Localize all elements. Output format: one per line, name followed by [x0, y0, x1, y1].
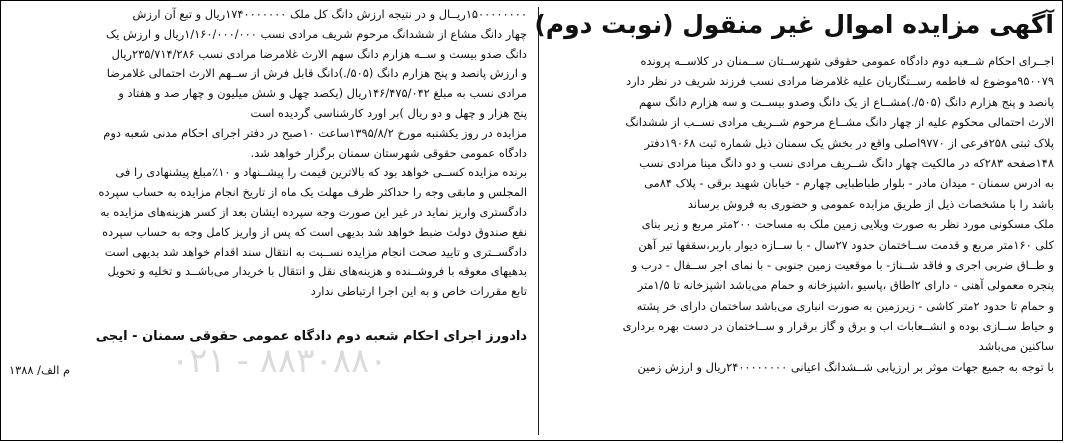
paragraph-line: پانصد و پنج هزارم دانگ (۵۰۵/.)مشــاع از یک دانگ وصدو بیســت و سه هزارم دانگ سهم — [638, 94, 1054, 109]
right-column — [534, 5, 1054, 377]
paragraph-line: و ارزش پانصد و پنج هزارم دانگ (۵۰۵/.)دانگ قابل فرش از ســهم الارث احتمالی غلامرضا — [106, 66, 527, 81]
paragraph-line: المجلس و مابقی وجه را حداکثر ظرف مهلت یک ماه از تاریخ انجام مزایده به حساب سپرده — [98, 185, 527, 200]
paragraph-line: برنده مزایده کســی خواهد بود که بالاترین قیمت را پیشــنهاد و ۱۰٪مبلغ پیشنهادی را فی — [115, 165, 527, 180]
paragraph-line: به ادرس سمنان - میدان مادر - بلوار طباطبایی چهارم - خیابان شهید برقی - پلاک ۸۴می — [644, 176, 1054, 191]
paragraph-line: و طــاق ضربی اجری و فاقد شــناژ- با موقعیت زمین جنوبی - با نمای اجر ســفال - درب و — [631, 257, 1054, 272]
reference-number: م الف/ ۱۳۸۸ — [9, 362, 71, 377]
paragraph-line: دانگ صدو بیست و ســه هزارم دانگ سهم الارث غلامرضا مرادی نسب ۲۳۵/۷۱۴/۲۸۶ریال — [111, 46, 527, 61]
paragraph-line: ملک مسکونی مورد نظر به صورت ویلایی زمین ملک به مساحت ۲۰۰متر مربع و زیر بنای — [641, 217, 1054, 232]
left-column-text — [9, 5, 527, 302]
paragraph-line: مرادی نسب به مبلغ ۱۴۶/۴۷۵/۰۴۲ریال (یکصد چهل و شش میلیون و چهار صد و هفتاد و — [118, 86, 527, 101]
paragraph-line: پنجره معمولی آهنی - دارای ۲اطاق ،پاسیو ،اشپزخانه و حمام می‌باشد اشپزخانه تا ۱/۵متر — [637, 278, 1054, 293]
paragraph-line: و حیاط ســازی بوده و انشــعابات اب و برق و گاز برقرار و ســاختمان در دست بهره برداری — [622, 319, 1054, 334]
paragraph-line: دادگاه عمومی حقوقی شهرستان سمنان برگزار خواهد شد. — [250, 145, 527, 160]
paragraph-line: پلاک ثبتی ۲۵۸فرعی از ۹۷۷۰اصلی واقع در بخش یک سمنان ذیل شماره ثبت ۱۹۰۶۸دفتر — [644, 135, 1054, 150]
paragraph-line: و حمام تا حدود ۲متر کاشی - زیرزمین به صورت انباری می‌باشد ساختمان دارای خر پشته — [636, 298, 1054, 313]
paragraph-line: باشد را با مشخصات ذیل از طریق مزایده عمومی و حضوری به فروش برساند — [687, 196, 1054, 211]
signature-line: دادورز اجرای احکام شعبه دوم دادگاه عمومی حقوقی سمنان - ایجی — [95, 328, 527, 344]
right-column-text — [539, 51, 1054, 377]
paragraph-line: دادگســتری و تایید صحت انجام مزایده نســبت به انتقال سند اقدام خواهد شد بدیهی است — [104, 244, 527, 259]
left-column — [9, 5, 527, 380]
paragraph-line: تابع مقررات خاص و به این اجرا ارتباطی ندارد — [310, 284, 527, 299]
paragraph-line: کلی ۱۶۰متر مربع و قدمت ســاختمان حدود ۲۷سال - با ســازه دیوار باربر،سقفها تیر آهن — [638, 237, 1054, 252]
phone-watermark: ۰۲۱ - ۸۸۳۰۸۸۰ — [171, 341, 388, 381]
paragraph-line: اجــرای احکام شــعبه دوم دادگاه عمومی حقوقی شهرســتان ســمنان در کلاســه پرونده — [640, 54, 1054, 68]
paragraph-line: چهار دانگ مشاع از ششدانگ مرحوم شریف مرادی نسب ۱/۱۶۰/۰۰۰/۰۰۰ریال و ارزش یک — [106, 26, 527, 41]
paragraph-line: پنج هزار و چهل و دو ریال )بر اورد کارشناسی گردیده است — [250, 105, 527, 120]
paragraph-line: ۹۵۰۰۷۹موضوع له فاطمه رســتگاریان علیه غلامرضا مرادی نسب فرزند شریف در نظر دارد — [626, 74, 1054, 89]
notice-title: آگهی مزایده اموال غیر منقول (نوبت دوم) — [534, 10, 1054, 39]
paragraph-line: الارث احتمالی محکوم علیه از چهار دانگ مشــاع مرحوم شــریف مرادی نســب از ششدانگ — [625, 115, 1054, 130]
paragraph-line: ۱۵۰۰۰۰۰۰۰۰ریــال و در نتیجه ارزش دانگ کل ملک ۱۷۴۰۰۰۰۰۰۰ریال و تبع آن ارزش — [132, 7, 527, 21]
paragraph-line: با توجه به جمیع جهات موثر بر ارزیابی شــشدانگ اعیانی ۲۴۰۰۰۰۰۰۰۰ریال و ارزش زمین — [637, 359, 1054, 374]
paragraph-line: نفع صندوق دولت ضبط خواهد شد بدیهی است که پس از واریز کامل وجه به حساب سپرده — [102, 224, 527, 239]
paragraph-line: ۱۴۸صفحه ۲۸۳که در مالکیت چهار دانگ شــریف مرادی نسب و دو دانگ مینا مرادی نسب — [639, 155, 1054, 170]
paragraph-line: مزایده در روز یکشنبه مورخ ۱۳۹۵/۸/۲ساعت ۱۰صبح در دفتر اجرای احکام مدنی شعبه دوم — [103, 125, 527, 140]
paragraph-line: ساکنین می‌باشد — [978, 339, 1054, 354]
paragraph-line: دادگستری واریز نماید در غیر این صورت وجه سپرده ایشان بعد از کسر هزینه‌های مزایده به — [100, 204, 527, 219]
paragraph-line: بدهیهای معوقه با فروشــنده و هزینه‌های نقل و انتقال با خریدار می‌باشــد و تخلیه و تحویل — [107, 264, 527, 279]
